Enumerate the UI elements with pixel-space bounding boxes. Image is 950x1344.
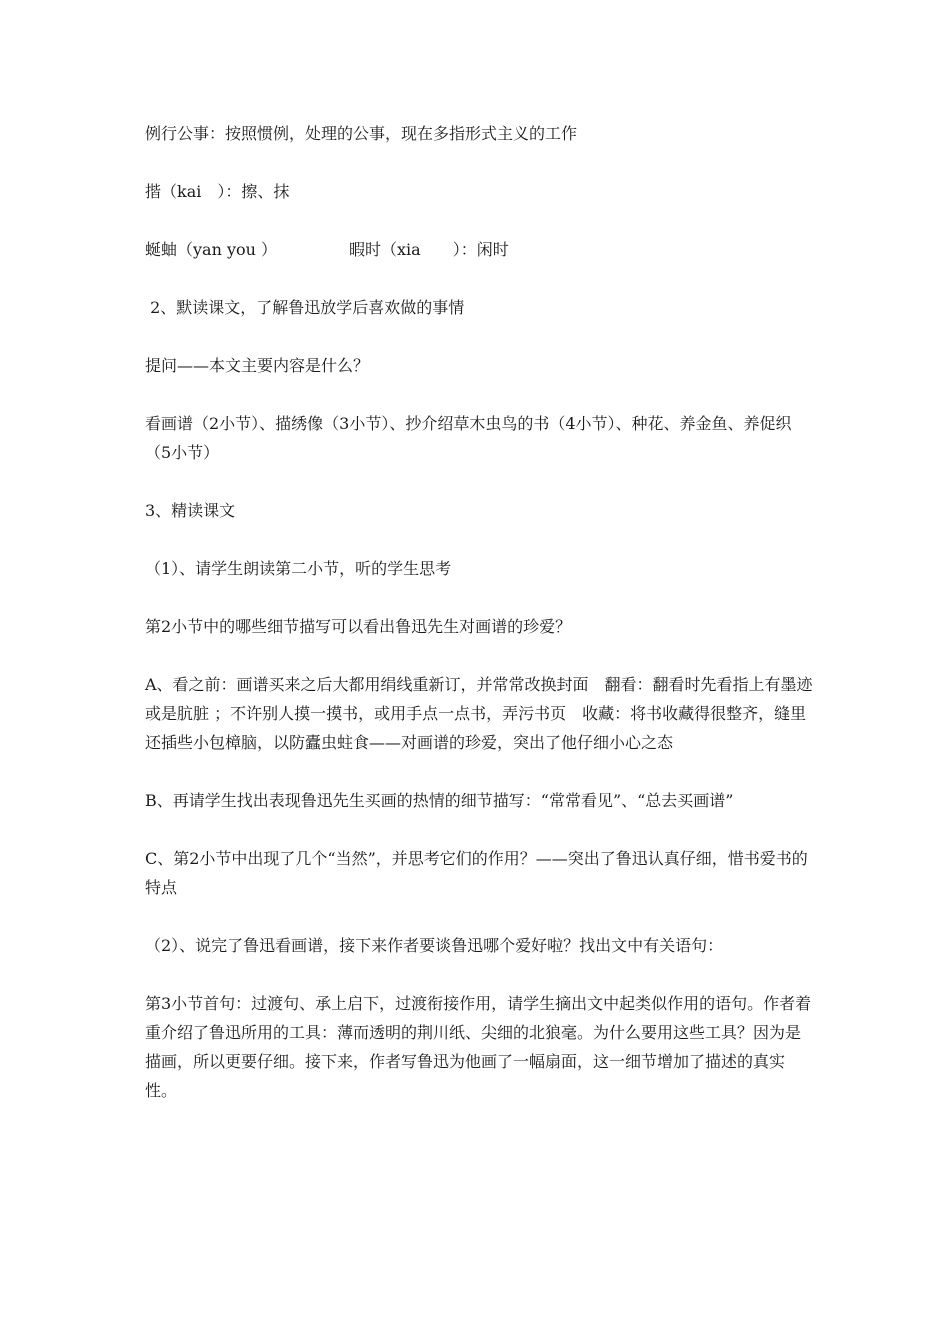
paragraph-7: 3、精读课文 — [145, 501, 236, 520]
paragraph-5: 提问——本文主要内容是什么？ — [145, 356, 370, 375]
paragraph-4: 2、默读课文，了解鲁迅放学后喜欢做的事情 — [145, 298, 465, 317]
paragraph-11: B、再请学生找出表现鲁迅先生买画的热情的细节描写：“常常看见”、“总去买画谱” — [145, 791, 734, 810]
paragraph-3: 蜒蚰（yan you ） 暇时（xia ）：闲时 — [145, 240, 509, 259]
paragraph-13: （2）、说完了鲁迅看画谱，接下来作者要谈鲁迅哪个爱好啦？找出文中有关语句： — [145, 936, 724, 955]
paragraph-8: （1）、请学生朗读第二小节，听的学生思考 — [145, 559, 452, 578]
paragraph-14: 第3小节首句：过渡句、承上启下，过渡衔接作用，请学生摘出文中起类似作用的语句。作者着重介绍了鲁迅所用的工具：薄而透明的荆川纸、尖细的北狼毫。为什么要用这些工具？因为是描画，所以更要仔细。接下来，作者写鲁迅为他画了一幅扇面，这一细节增加了描述的真实性。 — [145, 994, 812, 1100]
paragraph-10: A、看之前：画谱买来之后大都用绢线重新订，并常常改换封面 翻看：翻看时先看指上有墨迹或是肮脏 ；不许别人摸一摸书，或用手点一点书，弄污书页 收藏：将书收藏得很整齐，缝里还插些小包樟脑，以防蠹虫蛀食——对画谱的珍爱，突出了他仔细小心之态 — [145, 675, 813, 752]
paragraph-6: 看画谱（2小节）、描绣像（3小节）、抄介绍草木虫鸟的书（4小节）、种花、养金鱼、养促织（5小节） — [145, 414, 792, 462]
paragraph-1: 例行公事：按照惯例，处理的公事，现在多指形式主义的工作 — [145, 124, 578, 143]
paragraph-12: C、第2小节中出现了几个“当然”，并思考它们的作用？——突出了鲁迅认真仔细，惜书爱书的特点 — [145, 849, 808, 897]
document-body — [145, 119, 815, 1134]
paragraph-2: 揩（kai ）：擦、抹 — [145, 182, 290, 201]
paragraph-9: 第2小节中的哪些细节描写可以看出鲁迅先生对画谱的珍爱？ — [145, 617, 572, 636]
